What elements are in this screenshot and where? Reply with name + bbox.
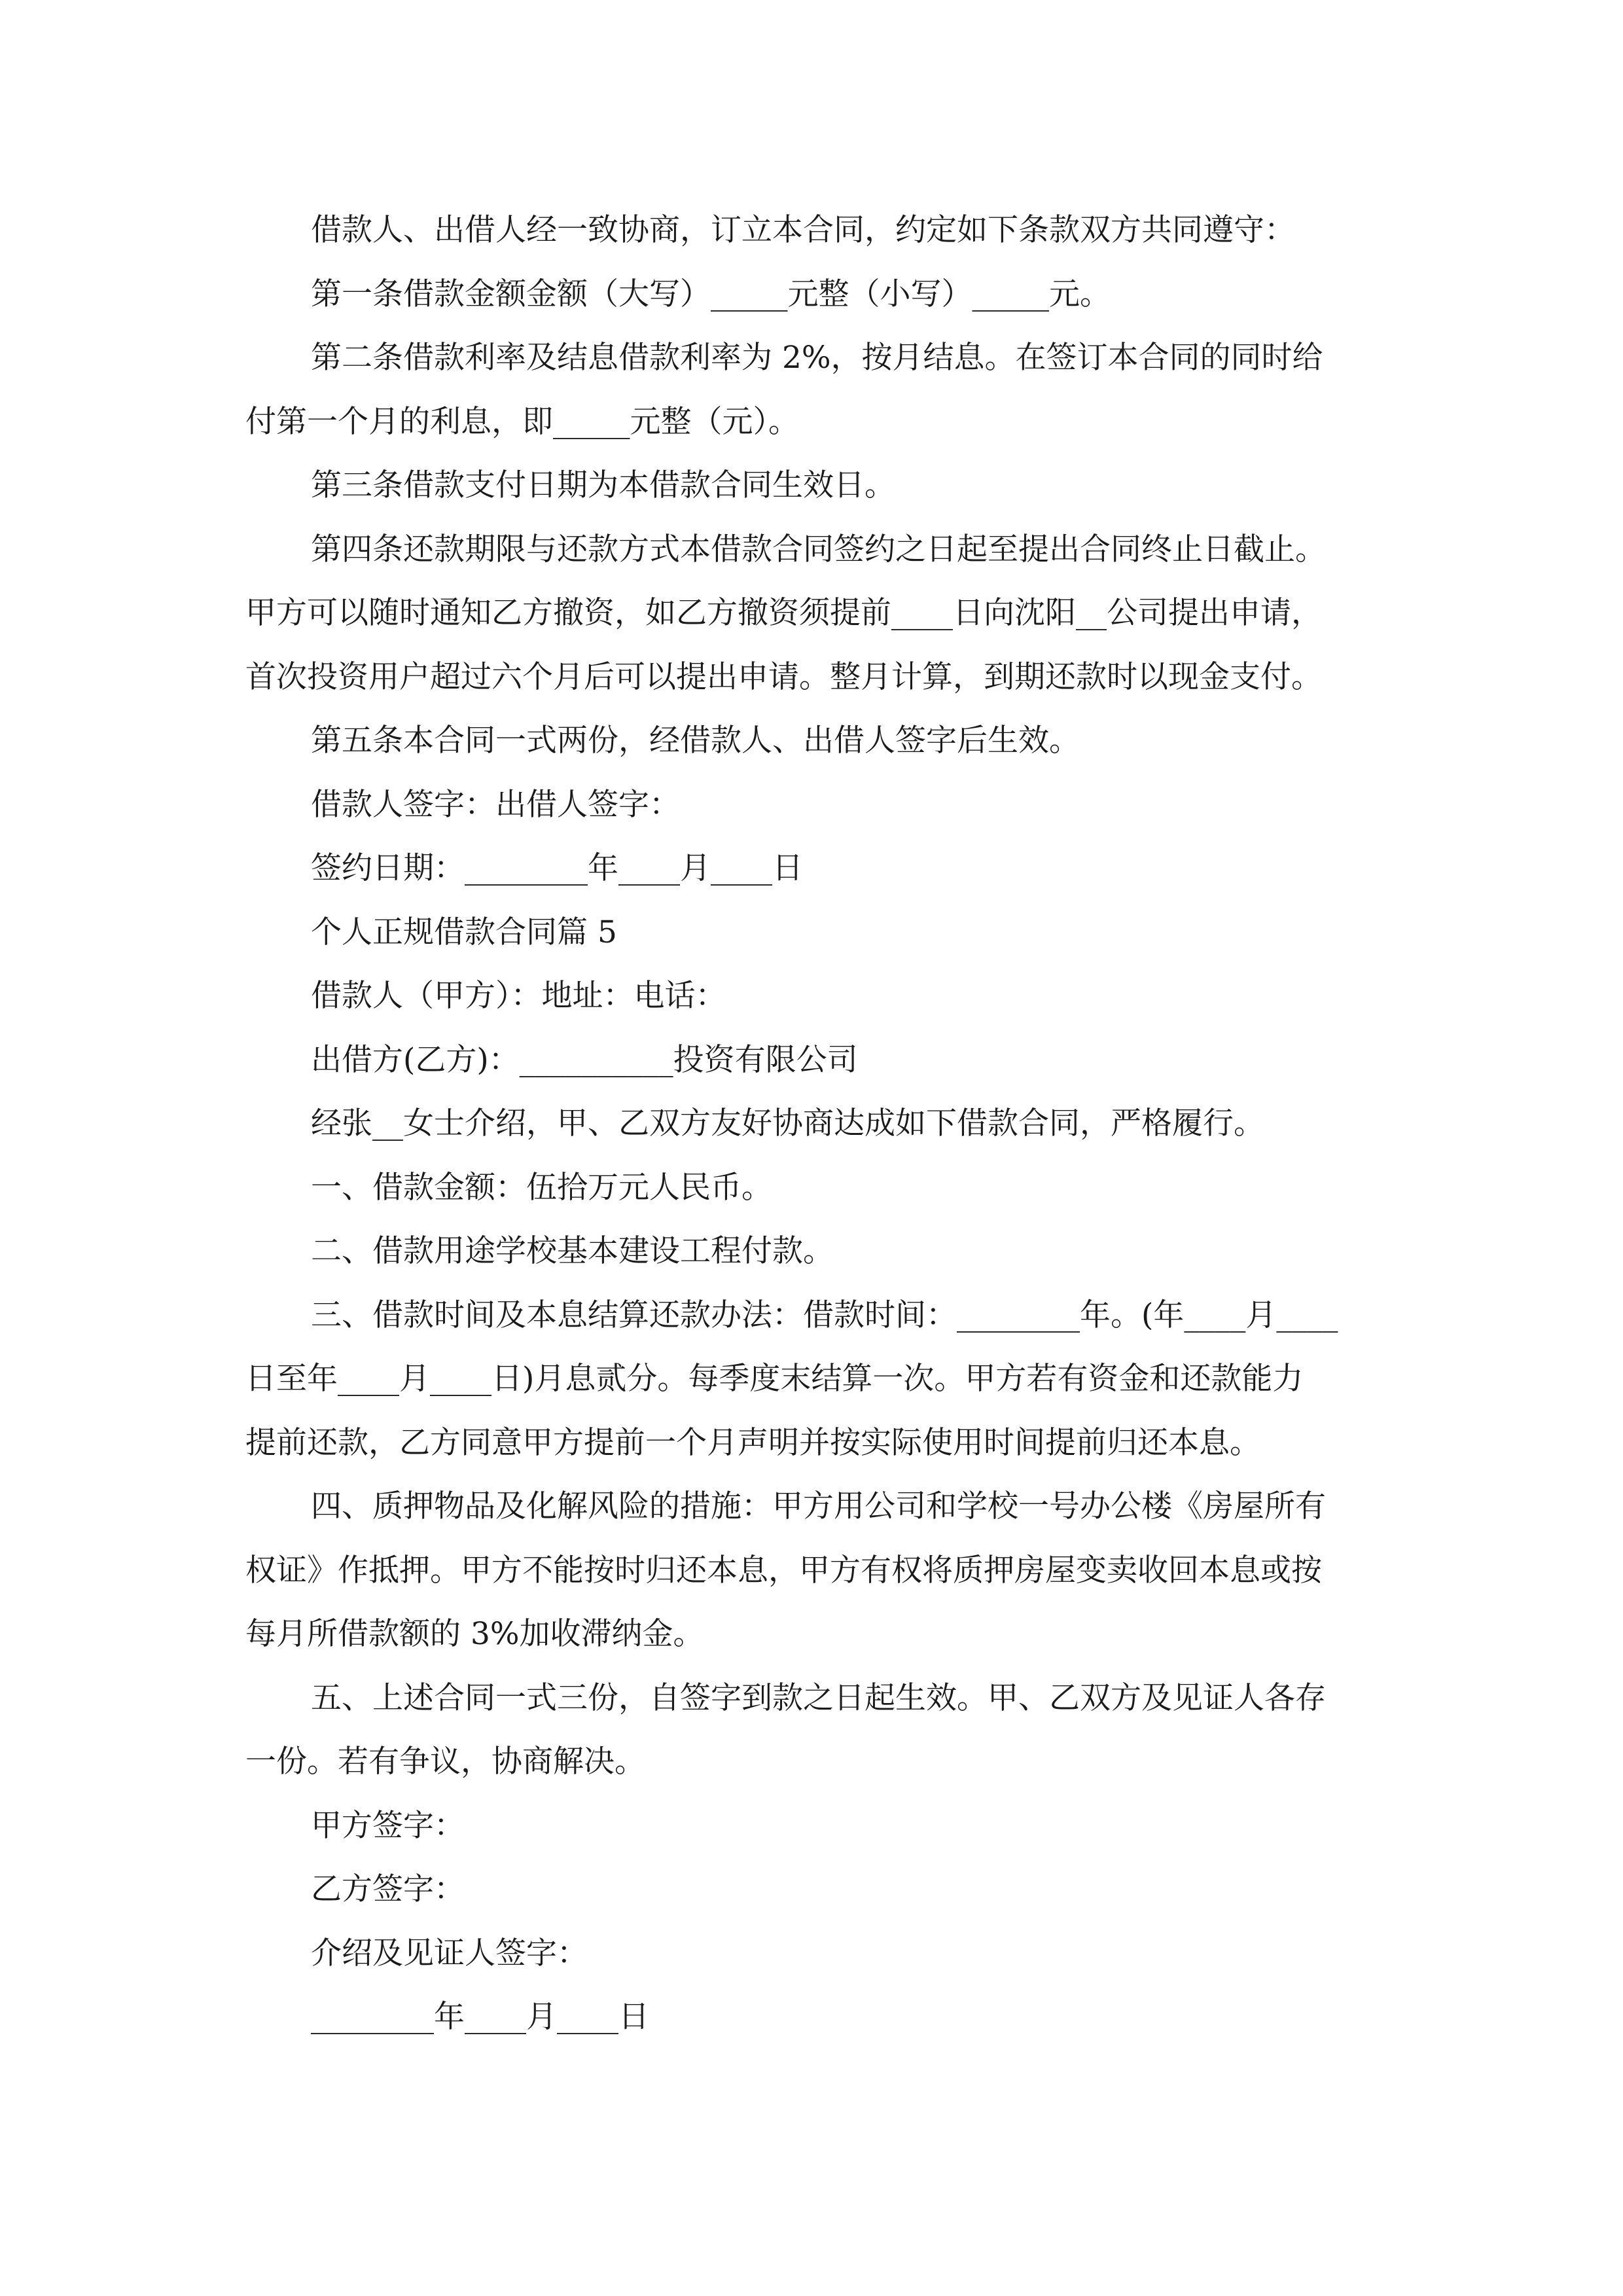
text-line-4: 付第一个月的利息，即_____元整（元）。 — [245, 403, 799, 440]
text-line-9: 第五条本合同一式两份，经借款人、出借人签字后生效。 — [311, 723, 1080, 759]
text-line-25: 一份。若有争议，协商解决。 — [245, 1744, 645, 1780]
text-line-28: 介绍及见证人签字： — [311, 1935, 588, 1971]
text-line-12: 个人正规借款合同篇 5 — [311, 914, 617, 950]
text-line-16: 一、借款金额：伍拾万元人民币。 — [311, 1169, 772, 1206]
text-line-15: 经张__女士介绍，甲、乙双方友好协商达成如下借款合同，严格履行。 — [311, 1105, 1264, 1141]
text-line-13: 借款人（甲方）：地址：电话： — [311, 978, 726, 1014]
text-line-29: ________年____月____日 — [311, 1999, 649, 2035]
text-line-2: 第一条借款金额金额（大写）_____元整（小写）_____元。 — [311, 276, 1111, 312]
text-line-19: 日至年____月____日)月息贰分。每季度末结算一次。甲方若有资金和还款能力 — [245, 1361, 1304, 1397]
text-line-11: 签约日期：________年____月____日 — [311, 850, 803, 886]
text-line-21: 四、质押物品及化解风险的措施：甲方用公司和学校一号办公楼《房屋所有 — [311, 1488, 1326, 1524]
text-line-7: 甲方可以随时通知乙方撤资，如乙方撤资须提前____日向沈阳__公司提出申请， — [245, 595, 1322, 631]
text-line-27: 乙方签字： — [311, 1871, 465, 1907]
text-line-18: 三、借款时间及本息结算还款办法：借款时间：________年。(年____月____ — [311, 1297, 1338, 1333]
text-line-20: 提前还款，乙方同意甲方提前一个月声明并按实际使用时间提前归还本息。 — [245, 1424, 1260, 1461]
text-line-1: 借款人、出借人经一致协商，订立本合同，约定如下条款双方共同遵守： — [311, 212, 1295, 248]
text-line-10: 借款人签字：出借人签字： — [311, 786, 680, 823]
text-line-23: 每月所借款额的 3%加收滞纳金。 — [245, 1616, 704, 1652]
contract-body — [245, 198, 1397, 2049]
text-line-6: 第四条还款期限与还款方式本借款合同签约之日起至提出合同终止日截止。 — [311, 531, 1326, 567]
text-line-14: 出借方(乙方)：__________投资有限公司 — [311, 1041, 858, 1078]
text-line-26: 甲方签字： — [311, 1807, 465, 1844]
text-line-24: 五、上述合同一式三份，自签字到款之日起生效。甲、乙双方及见证人各存 — [311, 1679, 1326, 1716]
text-line-3: 第二条借款利率及结息借款利率为 2%，按月结息。在签订本合同的同时给 — [311, 340, 1323, 376]
text-line-22: 权证》作抵押。甲方不能按时归还本息，甲方有权将质押房屋变卖收回本息或按 — [245, 1552, 1322, 1588]
text-line-5: 第三条借款支付日期为本借款合同生效日。 — [311, 467, 895, 503]
text-line-8: 首次投资用户超过六个月后可以提出申请。整月计算，到期还款时以现金支付。 — [245, 658, 1322, 695]
text-line-17: 二、借款用途学校基本建设工程付款。 — [311, 1233, 834, 1269]
